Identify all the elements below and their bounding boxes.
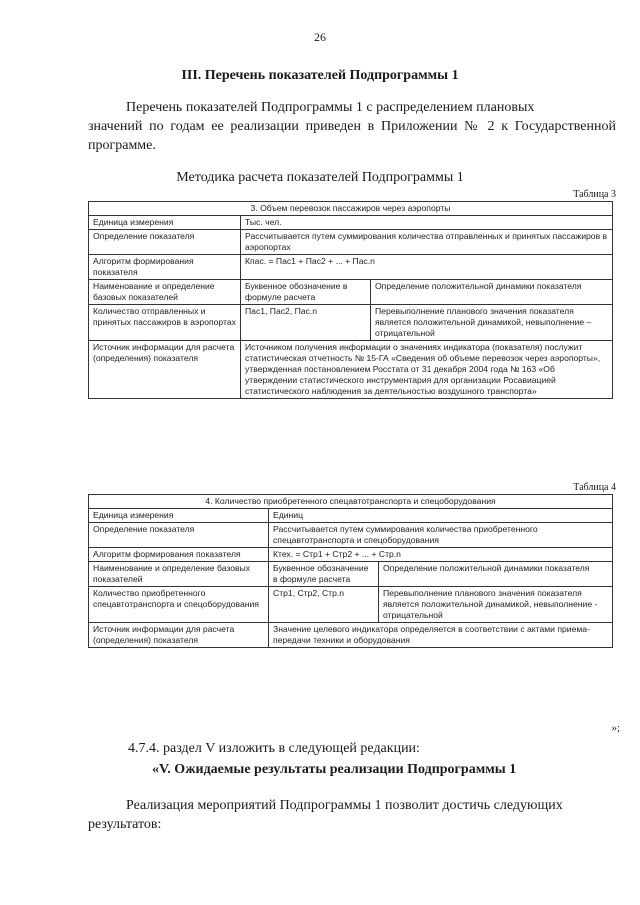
- table4-r0-label: Единица измерения: [89, 509, 269, 523]
- table3-r1-value: Рассчитывается путем суммирования количества отправленных и принятых пассажиров в аэропортах: [241, 230, 613, 255]
- table4-r5-label: Источник информации для расчета (определения) показателя: [89, 623, 269, 648]
- table4-label: Таблица 4: [573, 482, 616, 493]
- table3-r3-dynamic: Определение положительной динамики показателя: [371, 280, 613, 305]
- table4-r3-symbol: Буквенное обозначение в формуле расчета: [269, 562, 379, 587]
- table-row: [89, 216, 613, 230]
- table3-r4-label: Количество отправленных и принятых пассажиров в аэропортах: [89, 305, 241, 341]
- table4-r2-label: Алгоритм формирования показателя: [89, 548, 269, 562]
- table3-r2-value: Кпас. = Пас1 + Пас2 + ... + Пас.n: [241, 255, 613, 280]
- table3-label: Таблица 3: [573, 189, 616, 200]
- page-number: 26: [314, 30, 326, 44]
- table3-r4-dynamic: Перевыполнение планового значения показателя является положительной динамикой, невыполнение – отрицательной: [371, 305, 613, 341]
- table3-r0-value: Тыс. чел.: [241, 216, 613, 230]
- table-row: [89, 523, 613, 548]
- table4-r5-value: Значение целевого индикатора определяется в соответствии с актами приема-передачи техники и оборудования: [269, 623, 613, 648]
- table4-r4-symbol: Стр1, Стр2, Стр.n: [269, 587, 379, 623]
- section5-heading: «V. Ожидаемые результаты реализации Подпрограммы 1: [152, 762, 517, 777]
- table-row: [89, 562, 613, 587]
- table4-r3-dynamic: Определение положительной динамики показателя: [379, 562, 613, 587]
- amendment-line: 4.7.4. раздел V изложить в следующей редакции:: [128, 741, 420, 756]
- table4-r3-label: Наименование и определение базовых показателей: [89, 562, 269, 587]
- section3-heading: III. Перечень показателей Подпрограммы 1: [181, 68, 459, 83]
- table-row: [89, 623, 613, 648]
- table3: [88, 201, 613, 399]
- table4-r2-value: Ктех. = Стр1 + Стр2 + ... + Стр.n: [269, 548, 613, 562]
- table3-r1-label: Определение показателя: [89, 230, 241, 255]
- table4-r1-value: Рассчитывается путем суммирования количества приобретенного спецавтотранспорта и спецоборудования: [269, 523, 613, 548]
- table3-title: 3. Объем перевозок пассажиров через аэропорты: [89, 202, 613, 216]
- section5-paragraph: [88, 796, 616, 834]
- table4-r1-label: Определение показателя: [89, 523, 269, 548]
- section5-paragraph-rest: результатов:: [88, 817, 162, 832]
- table3-r0-label: Единица измерения: [89, 216, 241, 230]
- table3-r5-value: Источником получения информации о значениях индикатора (показателя) послужит статистическая отчетность № 15-ГА «Сведения об объеме перевозок через аэропорты», утвержденная постановлением Росстата от 31 декабря 2004 года № 163 «Об утверждении статистического инструментария для организации Росавиацией статистического наблюдения за деятельностью воздушного транспорта»: [241, 341, 613, 399]
- table-row: [89, 509, 613, 523]
- table3-r3-label: Наименование и определение базовых показателей: [89, 280, 241, 305]
- table4-r4-dynamic: Перевыполнение планового значения показателя является положительной динамикой, невыполнение - отрицательной: [379, 587, 613, 623]
- table3-r3-symbol: Буквенное обозначение в формуле расчета: [241, 280, 371, 305]
- table-row: [89, 230, 613, 255]
- quote-end: »;: [611, 722, 620, 734]
- table4-r0-value: Единиц: [269, 509, 613, 523]
- table4: [88, 494, 613, 648]
- table-row: [89, 255, 613, 280]
- section3-paragraph-line1: Перечень показателей Подпрограммы 1 с распределением плановых: [126, 100, 535, 115]
- table3-r5-label: Источник информации для расчета (определения) показателя: [89, 341, 241, 399]
- table3-r4-symbol: Пас1, Пас2, Пас.n: [241, 305, 371, 341]
- methodology-caption: Методика расчета показателей Подпрограммы 1: [176, 170, 464, 185]
- section3-paragraph-rest: значений по годам ее реализации приведен в Приложении № 2 к Государственной программе.: [88, 119, 616, 153]
- table4-r4-label: Количество приобретенного спецавтотранспорта и спецоборудования: [89, 587, 269, 623]
- table-row: [89, 305, 613, 341]
- table-row: [89, 587, 613, 623]
- table-row: [89, 341, 613, 399]
- table4-title: 4. Количество приобретенного спецавтотранспорта и спецоборудования: [89, 495, 613, 509]
- table-row: [89, 280, 613, 305]
- table-row: [89, 548, 613, 562]
- section3-paragraph: [88, 98, 616, 155]
- table3-r2-label: Алгоритм формирования показателя: [89, 255, 241, 280]
- section5-paragraph-line1: Реализация мероприятий Подпрограммы 1 позволит достичь следующих: [126, 798, 563, 813]
